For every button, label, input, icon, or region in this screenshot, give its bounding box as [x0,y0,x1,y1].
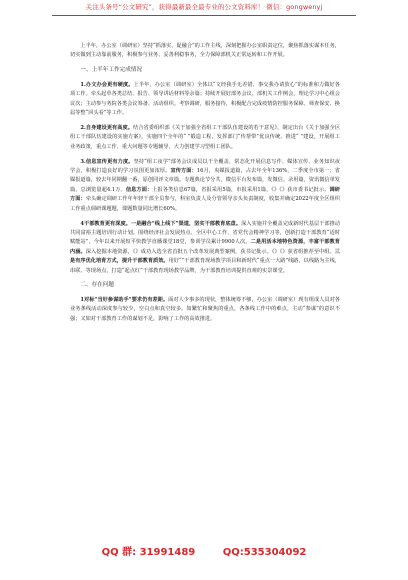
promo-banner: 关注头条号“公文研究”，获得最新最全最专业的公文资料库！ 微信：gongwenyj [85,3,323,11]
banner-divider [52,15,356,16]
section-heading-1: 一、上半年工作完成情况 [80,67,142,74]
item-2-text: 结合省委组织部《关于加强全省组工干部队伍建设的若干意见》，制定出台《关于加强全区组工干部队伍建设的实施方案》，实施四个全年的“ ”锻造工程，发挥部门“传帮带”优良传统，推进“ ”建设，开展组工业务政策，重点工作、重大问题等专题辅导，大力创建学习型组工团队。 [70,124,340,150]
paragraph-issue-1 [70,296,340,324]
issue-1-text: 面对人少事多的现状，整体统筹不够，办公室（调研室）现有组成人员对各业务条线活动深度参与较少，空白点和真空较多。如繁忙和聚焦的重点，各条线工作中的难点，主动“参谋”的意识不强；又如对干部教育工作的谋划不足，影响了工作的高效推进。 [70,296,340,322]
item-3-keyword-publicity: 宣传方面： [170,167,197,174]
paragraph-item-3 [70,158,340,214]
item-4-heading: 4干部教育更有深度。 [80,220,131,227]
item-4-text-c: 用好“”干部教育现场教学项目和新时代“重点一大路”线路，以线路为主线，串联、等现场点，打造“起点红”干部教育现场教学品牌，为干部教育培训提供直观的实景课堂。 [70,258,340,274]
issue-1-heading: 1对标“当好参谋助手”要求仍有差距。 [80,296,169,303]
contact-footer [0,543,408,558]
item-4-subheading-1: 一是融合“线上线下”渠道，坚实干部教育底盘。 [130,220,242,227]
paragraph-item-2 [70,124,340,152]
item-3-heading: 3.信息宣传更有力度。 [80,158,134,165]
item-3-text-b: 16月，央媒报道篇，占去年全年136%，二季度全市第一；省媒报道篇，较去年同期翻一番，原创同评文章篇。专题典论节分共，微信平台发布篇，发微信。录用篇，资讯微信单发篇，总浏览量超4.1万。 [70,167,340,193]
item-3-keyword-research: 调研方面： [70,186,340,203]
item-3-text-a: 坚持“组工夜学”部务会议成员以干全覆盖，常态化开展信息写作、媒体宣传、业务知识夜学会，积极打造良好的学习氛围更加浓厚。 [70,158,340,174]
qq-number-text: QQ:535304092 [222,547,307,558]
document-body [70,42,340,330]
item-4-subheading-3: 三是有序优化培育方式，提升干部教育质效。 [70,248,340,265]
qq-group-text: QQ 群: 31991489 [101,547,196,558]
paragraph-item-1 [70,81,340,119]
item-1-heading: 1.办文办会更有硬度。 [80,81,134,88]
item-4-subheading-2: 二是用活本地特色资源，丰富干部教育内涵。 [70,239,340,255]
paragraph-item-4 [70,220,340,276]
item-4-text-a: 深入实施并全覆盖完成新时代基层干部推动共同富裕主题培训行动计划。围绕经济社会发展热点、全区中心工作，省党代会精神学习等，创新打造干部教育“适时赋能站”，今年以来开展短平快教学直播课堂18堂，参训学员累计9900人次。 [70,220,340,246]
item-3-text-d: 牵头确定调研工作年年轻干部全员参与，科室负责人及分管领导亲头负责制度，收集并确定2022年度全区组织工作重点调研课题题，课题数量同比增长60%。 [70,196,340,212]
item-4-text-b: 深入挖掘本地资源，《》成功入选全省首批五个改革发展典型案例，获书记批示。《》《》获省组推荐至中组。 [85,248,335,255]
item-3-keyword-info: 信息方面： [125,186,153,193]
intro-paragraph: 上半年，办公室（调研室）坚持“抓落实、促融合”的工作主线，深刻把握办公室职责定位，聚焦抓落实谋本任务，切实做到主动靠前服务，积极参与业务、妥善利稳事务，全力保障部机关正常运转和工作开展。 [70,43,340,59]
item-1-text: 上半年，办公室（调研室）全体以“文经我手无差错、事交我办请放心”的标准和力做好各项工作。牵头起草各类总结、报告、领导讲话材料等余篇；持续开展好部务会议、部机关工作例会，理论学习中心组会议次；主动参与务院各类会议筹备、活动组织。考察调研，服务接待，积极配合完成疫情防控服务保障、筛查保安、换届等整“回头看”等工作。 [70,81,340,116]
item-3-text-c: 上报各类信息67篇，省报采用5篇，市报采用1篇，《》《》获市委书记批示。 [152,186,330,193]
section-heading-2: 二、存在问题 [80,282,114,289]
item-2-heading: 2.自身建设更有高度。 [80,124,134,131]
